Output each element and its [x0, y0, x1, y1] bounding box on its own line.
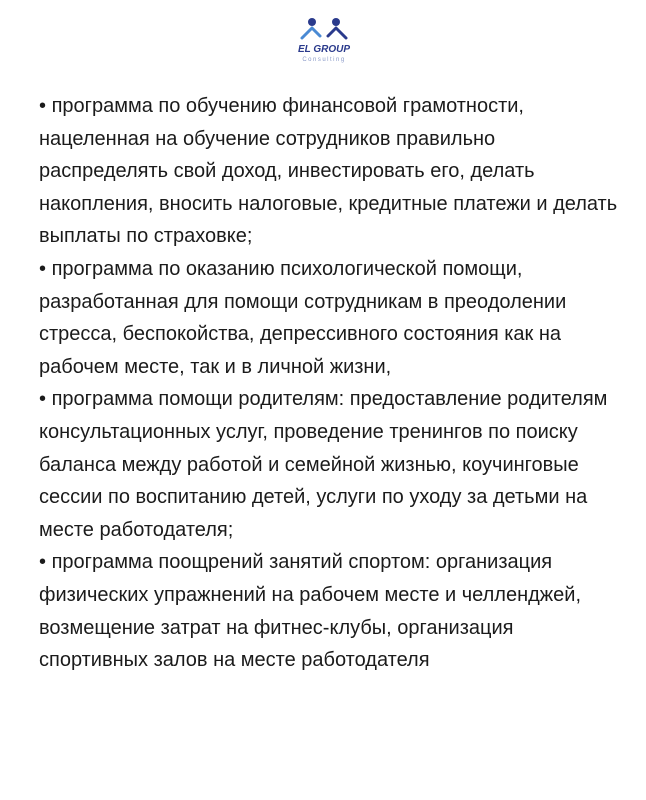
item-text: программа поощрений занятий спортом: организация физических упражнений на рабочем месте и челленджей, возмещение затрат на фитнес-клубы, организация спортивных залов на месте работодателя [39, 551, 582, 672]
company-logo [0, 16, 646, 66]
bullet: • [39, 95, 47, 117]
bullet: • [39, 388, 47, 411]
logo-figure-arms-right [328, 28, 346, 38]
bullet: • [39, 551, 47, 574]
item-text: программа помощи родителям: предоставление родителям консультационных услуг, проведение тренингов по поиску баланса между работой и семейной жизнью, коучинговые сессии по воспитанию детей, услуги по уходу за детьми на месте работодателя; [39, 388, 608, 541]
el-group-logo-icon [280, 16, 370, 64]
logo-tagline: Consulting [302, 57, 346, 63]
item-text: программа по обучению финансовой грамотности, нацеленная на обучение сотрудников правильно распределять свой доход, инвестировать его, делать накопления, вносить налоговые, кредитные платежи и делать выплаты по страховке; [39, 95, 618, 248]
logo-figure-head-right [332, 18, 340, 26]
document-body [39, 90, 624, 677]
item-text: программа по оказанию психологической помощи, разработанная для помощи сотрудникам в преодолении стресса, беспокойства, депрессивного состояния как на рабочем месте, так и в личной жизни, [39, 257, 567, 378]
logo-name: EL GROUP [297, 44, 351, 55]
list-item [39, 90, 624, 253]
bullet: • [39, 257, 47, 280]
list-item [39, 546, 624, 676]
logo-figure-head-left [308, 18, 316, 26]
list-item [39, 253, 624, 383]
list-item [39, 383, 624, 546]
logo-figure-arms-left [302, 28, 320, 38]
